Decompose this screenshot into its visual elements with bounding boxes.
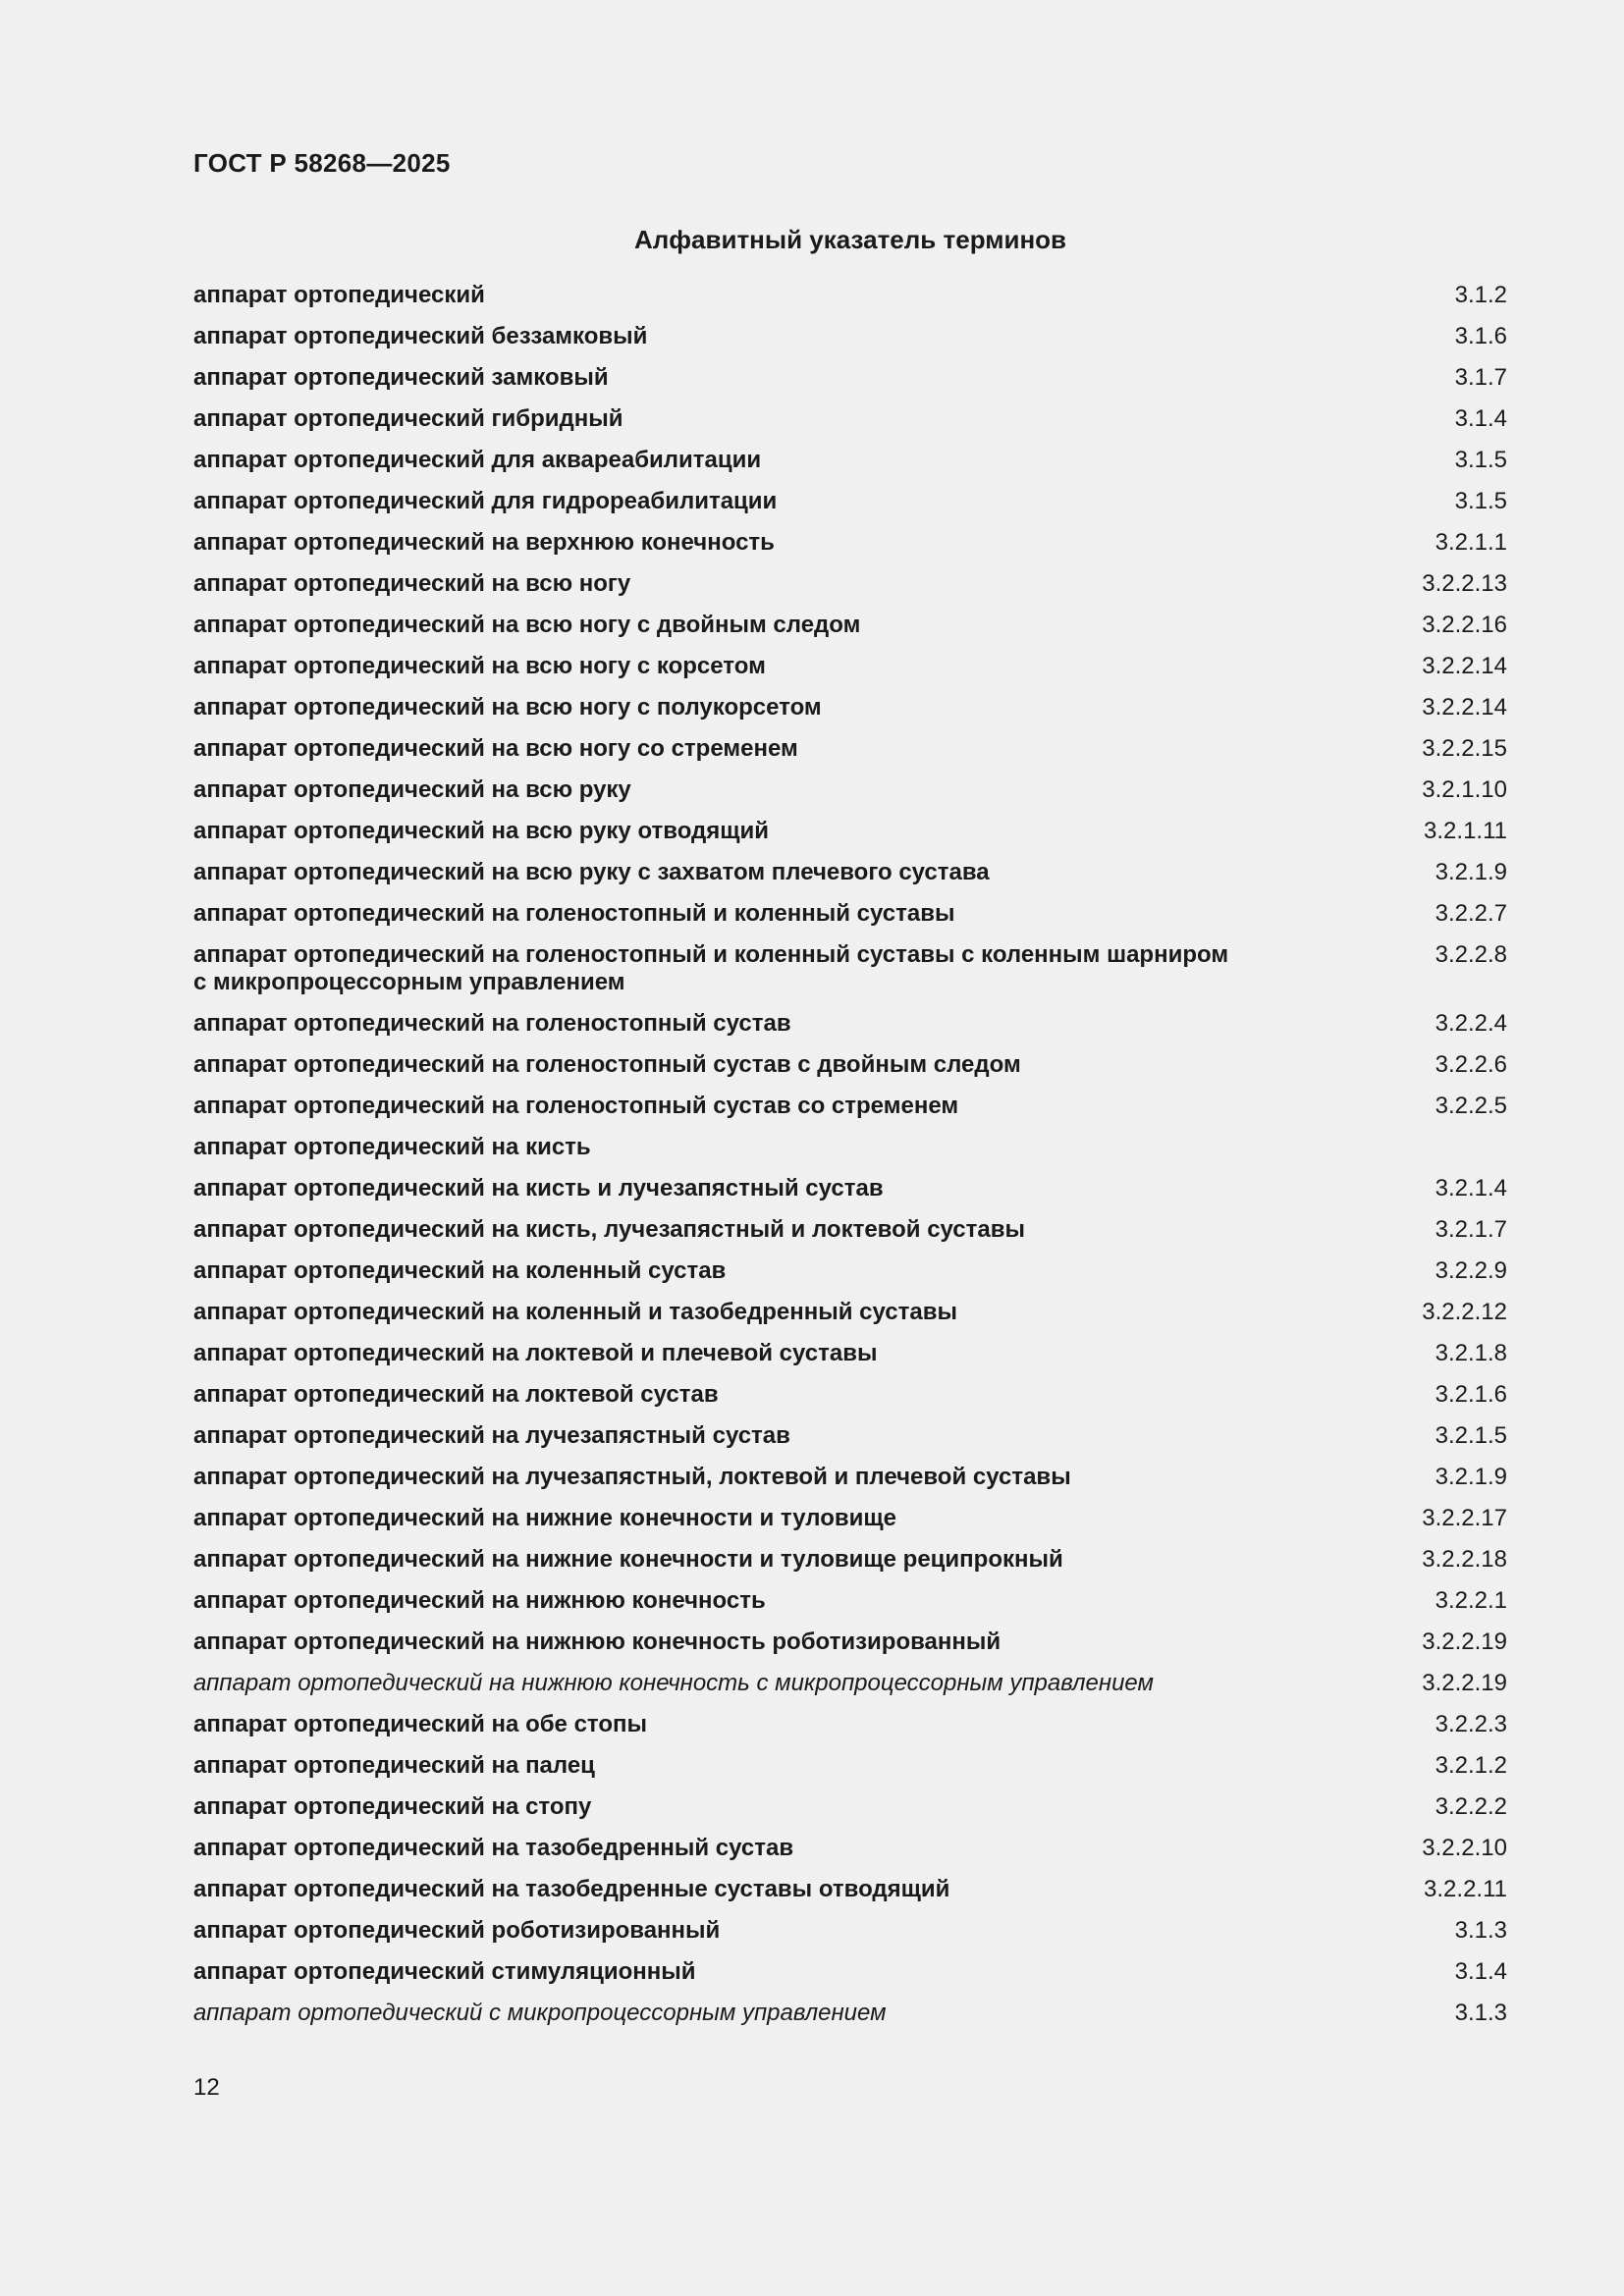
index-entry <box>193 1546 1507 1587</box>
index-reference: 3.2.2.10 <box>1422 1835 1507 1861</box>
index-term: аппарат ортопедический на нижние конечности и туловище <box>193 1505 896 1531</box>
index-reference: 3.2.2.18 <box>1422 1546 1507 1573</box>
index-entry <box>193 1093 1507 1134</box>
index-entry <box>193 570 1507 612</box>
index-term: аппарат ортопедический на кисть, лучезапястный и локтевой суставы <box>193 1216 1025 1243</box>
index-term: аппарат ортопедический на всю руку <box>193 776 631 803</box>
index-entry <box>193 1464 1507 1505</box>
index-term: аппарат ортопедический стимуляционный <box>193 1958 696 1985</box>
index-entry <box>193 1587 1507 1629</box>
index-term: аппарат ортопедический <box>193 282 485 308</box>
index-term: аппарат ортопедический на голеностопный сустав со стременем <box>193 1093 959 1119</box>
index-term: аппарат ортопедический на верхнюю конечность <box>193 529 775 556</box>
index-term: аппарат ортопедический на стопу <box>193 1793 592 1820</box>
index-reference: 3.2.2.12 <box>1422 1299 1507 1325</box>
index-term: аппарат ортопедический на коленный сустав <box>193 1257 727 1284</box>
index-term: аппарат ортопедический на обе стопы <box>193 1711 647 1737</box>
index-entry <box>193 612 1507 653</box>
index-reference: 3.2.1.10 <box>1422 776 1507 803</box>
index-reference: 3.1.3 <box>1454 2000 1507 2026</box>
index-reference: 3.1.3 <box>1454 1917 1507 1944</box>
index-reference: 3.2.2.16 <box>1422 612 1507 638</box>
index-entry <box>193 859 1507 900</box>
index-reference: 3.1.6 <box>1454 323 1507 349</box>
index-entry <box>193 818 1507 859</box>
index-entry <box>193 653 1507 694</box>
index-term: аппарат ортопедический на всю ногу с двойным следом <box>193 612 861 638</box>
index-entry <box>193 364 1507 405</box>
index-reference: 3.1.7 <box>1454 364 1507 391</box>
index-entry <box>193 323 1507 364</box>
index-entry <box>193 1835 1507 1876</box>
index-entry <box>193 405 1507 447</box>
index-term: аппарат ортопедический на тазобедренные суставы отводящий <box>193 1876 950 1902</box>
index-term: аппарат ортопедический на голеностопный и коленный суставы <box>193 900 955 927</box>
index-term: аппарат ортопедический на всю ногу с корсетом <box>193 653 766 679</box>
index-reference: 3.2.2.3 <box>1435 1711 1507 1737</box>
terms-index <box>193 282 1507 2041</box>
index-reference: 3.1.4 <box>1454 405 1507 432</box>
index-reference: 3.1.4 <box>1454 1958 1507 1985</box>
index-entry <box>193 1793 1507 1835</box>
index-term: аппарат ортопедический на всю руку с захватом плечевого сустава <box>193 859 990 885</box>
index-reference: 3.2.2.19 <box>1422 1670 1507 1696</box>
index-reference: 3.2.2.14 <box>1422 653 1507 679</box>
index-term: аппарат ортопедический замковый <box>193 364 609 391</box>
index-entry <box>193 1216 1507 1257</box>
index-term: аппарат ортопедический на нижние конечности и туловище реципрокный <box>193 1546 1063 1573</box>
index-term: аппарат ортопедический для аквареабилитации <box>193 447 762 473</box>
index-entry <box>193 1422 1507 1464</box>
index-reference: 3.2.2.6 <box>1435 1051 1507 1078</box>
index-reference: 3.2.2.4 <box>1435 1010 1507 1037</box>
index-term: аппарат ортопедический на всю ногу <box>193 570 631 597</box>
index-term: аппарат ортопедический на лучезапястный сустав <box>193 1422 790 1449</box>
index-entry <box>193 1340 1507 1381</box>
index-entry <box>193 1505 1507 1546</box>
index-term: аппарат ортопедический на нижнюю конечность <box>193 1587 766 1614</box>
index-term: аппарат ортопедический на нижнюю конечность с микропроцессорным управлением <box>193 1670 1154 1696</box>
index-entry <box>193 776 1507 818</box>
index-term: аппарат ортопедический для гидрореабилитации <box>193 488 778 514</box>
index-reference: 3.2.2.13 <box>1422 570 1507 597</box>
index-term: аппарат ортопедический на локтевой сустав <box>193 1381 719 1408</box>
index-entry <box>193 735 1507 776</box>
index-reference: 3.1.5 <box>1454 447 1507 473</box>
index-reference: 3.2.1.1 <box>1435 529 1507 556</box>
index-reference: 3.2.2.17 <box>1422 1505 1507 1531</box>
index-reference: 3.2.2.1 <box>1435 1587 1507 1614</box>
index-term-line: с микропроцессорным управлением <box>193 969 625 995</box>
index-term: аппарат ортопедический на тазобедренный сустав <box>193 1835 794 1861</box>
index-entry <box>193 447 1507 488</box>
index-reference: 3.2.1.7 <box>1435 1216 1507 1243</box>
index-term: аппарат ортопедический на локтевой и плечевой суставы <box>193 1340 878 1366</box>
index-reference: 3.2.1.5 <box>1435 1422 1507 1449</box>
index-entry <box>193 488 1507 529</box>
index-entry <box>193 1711 1507 1752</box>
index-entry <box>193 1629 1507 1670</box>
index-entry <box>193 1299 1507 1340</box>
index-reference: 3.2.1.4 <box>1435 1175 1507 1201</box>
index-term: аппарат ортопедический на кисть <box>193 1134 591 1160</box>
index-entry <box>193 2000 1507 2041</box>
index-reference: 3.2.1.2 <box>1435 1752 1507 1779</box>
index-term: аппарат ортопедический гибридный <box>193 405 623 432</box>
index-entry <box>193 1257 1507 1299</box>
index-reference: 3.2.1.8 <box>1435 1340 1507 1366</box>
index-entry <box>193 1175 1507 1216</box>
index-term: аппарат ортопедический на кисть и лучезапястный сустав <box>193 1175 884 1201</box>
index-reference: 3.2.2.9 <box>1435 1257 1507 1284</box>
index-reference: 3.2.2.19 <box>1422 1629 1507 1655</box>
index-reference: 3.1.2 <box>1454 282 1507 308</box>
index-term: аппарат ортопедический на всю ногу с полукорсетом <box>193 694 822 721</box>
index-entry <box>193 1917 1507 1958</box>
index-term <box>193 941 1228 996</box>
index-term: аппарат ортопедический на палец <box>193 1752 595 1779</box>
index-entry <box>193 1381 1507 1422</box>
index-reference: 3.2.1.6 <box>1435 1381 1507 1408</box>
index-reference: 3.2.2.8 <box>1435 941 1507 968</box>
index-reference: 3.2.2.11 <box>1424 1876 1507 1902</box>
index-entry <box>193 1010 1507 1051</box>
index-reference: 3.2.2.5 <box>1435 1093 1507 1119</box>
index-reference: 3.2.2.2 <box>1435 1793 1507 1820</box>
index-term: аппарат ортопедический роботизированный <box>193 1917 721 1944</box>
index-entry <box>193 1051 1507 1093</box>
index-entry <box>193 1752 1507 1793</box>
document-header: ГОСТ Р 58268—2025 <box>193 148 451 178</box>
index-entry <box>193 529 1507 570</box>
page-number: 12 <box>193 2074 220 2101</box>
index-term: аппарат ортопедический на голеностопный сустав <box>193 1010 791 1037</box>
index-entry <box>193 282 1507 323</box>
index-reference: 3.2.2.15 <box>1422 735 1507 762</box>
index-term: аппарат ортопедический на голеностопный сустав с двойным следом <box>193 1051 1021 1078</box>
index-entry <box>193 1670 1507 1711</box>
index-term: аппарат ортопедический на коленный и тазобедренный суставы <box>193 1299 957 1325</box>
index-term: аппарат ортопедический на всю ногу со стременем <box>193 735 798 762</box>
index-term: аппарат ортопедический на лучезапястный, локтевой и плечевой суставы <box>193 1464 1071 1490</box>
index-entry <box>193 1958 1507 2000</box>
index-reference: 3.1.5 <box>1454 488 1507 514</box>
index-reference: 3.2.2.7 <box>1435 900 1507 927</box>
index-title: Алфавитный указатель терминов <box>633 225 1067 254</box>
index-term: аппарат ортопедический на нижнюю конечность роботизированный <box>193 1629 1001 1655</box>
index-reference: 3.2.1.9 <box>1435 1464 1507 1490</box>
index-entry <box>193 941 1507 1010</box>
index-reference: 3.2.1.9 <box>1435 859 1507 885</box>
index-term: аппарат ортопедический на всю руку отводящий <box>193 818 770 844</box>
index-entry <box>193 694 1507 735</box>
index-reference: 3.2.1.11 <box>1424 818 1507 844</box>
index-term: аппарат ортопедический с микропроцессорным управлением <box>193 2000 887 2026</box>
index-entry <box>193 1876 1507 1917</box>
index-term: аппарат ортопедический беззамковый <box>193 323 648 349</box>
index-term-line: аппарат ортопедический на голеностопный и коленный суставы с коленным шарниром <box>193 941 1229 968</box>
index-entry <box>193 900 1507 941</box>
index-entry <box>193 1134 1507 1175</box>
index-reference: 3.2.2.14 <box>1422 694 1507 721</box>
